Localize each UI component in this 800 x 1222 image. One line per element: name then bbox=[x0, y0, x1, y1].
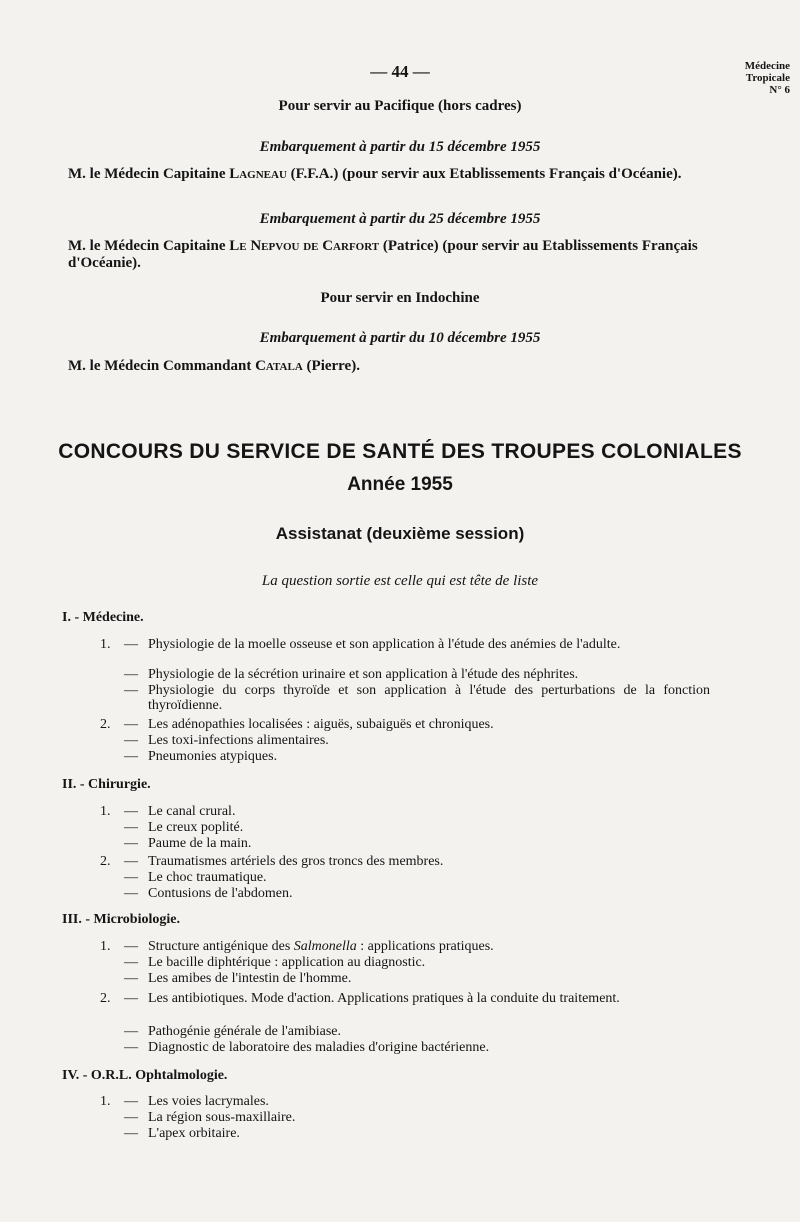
list-item bbox=[100, 733, 710, 748]
embarkation-line: Embarquement à partir du 25 décembre 1955 bbox=[259, 211, 541, 227]
item-number: 2. bbox=[100, 854, 111, 869]
item-text: Les adénopathies localisées : aiguës, subaiguës et chroniques. bbox=[148, 717, 494, 732]
list-item bbox=[100, 1024, 710, 1039]
item-text: Les amibes de l'intestin de l'homme. bbox=[148, 971, 352, 986]
entry-suffix: (Patrice) (pour servir au Etablissements Français d'Océanie). bbox=[68, 238, 698, 271]
pacifique-heading-rest: (hors cadres) bbox=[437, 98, 522, 114]
item-text: Le choc traumatique. bbox=[148, 870, 267, 885]
list-item bbox=[100, 667, 710, 682]
item-dash: — bbox=[124, 667, 138, 682]
entry-prefix: M. le Médecin Capitaine bbox=[68, 238, 226, 254]
item-number: 2. bbox=[100, 991, 111, 1006]
journal-line: N° 6 bbox=[769, 84, 790, 96]
item-dash: — bbox=[124, 1110, 138, 1125]
item-dash: — bbox=[124, 1024, 138, 1039]
item-text: L'apex orbitaire. bbox=[148, 1126, 240, 1141]
list-item bbox=[100, 1094, 710, 1109]
assignment-entry bbox=[68, 358, 736, 375]
page-number: — 44 — bbox=[370, 62, 430, 81]
list-item bbox=[100, 836, 710, 851]
journal-label bbox=[720, 60, 790, 96]
list-item bbox=[100, 886, 710, 901]
item-number: 1. bbox=[100, 939, 111, 954]
item-text: Paume de la main. bbox=[148, 836, 252, 851]
embarkation-line: Embarquement à partir du 15 décembre 1955 bbox=[259, 139, 541, 155]
list-item bbox=[100, 955, 710, 970]
indochine-heading: Pour servir en Indochine bbox=[320, 290, 480, 306]
journal-line: Tropicale bbox=[745, 72, 790, 84]
item-text: Physiologie de la moelle osseuse et son application à l'étude des anémies de l'adulte. bbox=[148, 637, 621, 652]
item-dash: — bbox=[124, 804, 138, 819]
list-item bbox=[100, 971, 710, 986]
pacifique-heading bbox=[0, 98, 800, 115]
assignment-entry bbox=[68, 166, 736, 183]
entry-name: Le Nepvou de Carfort bbox=[229, 238, 380, 254]
section-title-chirurgie: II. - Chirurgie. bbox=[62, 777, 151, 792]
item-dash: — bbox=[124, 971, 138, 986]
item-text-part: : applications pratiques. bbox=[360, 939, 494, 954]
entry-name: Lagneau bbox=[229, 166, 287, 182]
entry-name: Catala bbox=[255, 358, 303, 374]
item-text: Le bacille diphtérique : application au diagnostic. bbox=[148, 955, 426, 970]
list-item bbox=[100, 1110, 710, 1125]
entry-prefix: M. le Médecin Capitaine bbox=[68, 166, 226, 182]
section-title-microbiologie: III. - Microbiologie. bbox=[62, 912, 180, 927]
item-text: Diagnostic de laboratoire des maladies d'origine bactérienne. bbox=[148, 1040, 490, 1055]
entry-suffix: (F.F.A.) (pour servir aux Etablissements Français d'Océanie). bbox=[290, 166, 682, 182]
item-number: 2. bbox=[100, 717, 111, 732]
list-item bbox=[100, 717, 710, 732]
section-title-medecine: I. - Médecine. bbox=[62, 610, 144, 625]
item-dash: — bbox=[124, 1094, 138, 1109]
list-item bbox=[100, 749, 710, 764]
list-item bbox=[100, 1040, 710, 1055]
list-item bbox=[100, 637, 710, 652]
item-text: La région sous-maxillaire. bbox=[148, 1110, 296, 1125]
item-number: 1. bbox=[100, 637, 111, 652]
item-dash: — bbox=[124, 683, 138, 698]
item-dash: — bbox=[124, 955, 138, 970]
list-item bbox=[100, 820, 710, 835]
item-number: 1. bbox=[100, 1094, 111, 1109]
concours-note: La question sortie est celle qui est tête de liste bbox=[261, 573, 539, 589]
embarkation-line: Embarquement à partir du 10 décembre 1955 bbox=[259, 330, 541, 346]
item-text: Pneumonies atypiques. bbox=[148, 749, 278, 764]
item-text: Pathogénie générale de l'amibiase. bbox=[148, 1024, 341, 1039]
concours-year: Année 1955 bbox=[347, 474, 453, 495]
item-dash: — bbox=[124, 733, 138, 748]
item-dash: — bbox=[124, 1040, 138, 1055]
item-dash: — bbox=[124, 637, 138, 652]
item-text: Contusions de l'abdomen. bbox=[148, 886, 293, 901]
list-item bbox=[100, 1126, 710, 1141]
item-text: Physiologie du corps thyroïde et son application à l'étude des perturbations de la fonction thyroïdienne. bbox=[148, 683, 710, 713]
item-text: Les antibiotiques. Mode d'action. Applications pratiques à la conduite du traitement. bbox=[148, 991, 620, 1006]
item-number: 1. bbox=[100, 804, 111, 819]
item-dash: — bbox=[124, 854, 138, 869]
item-dash: — bbox=[124, 836, 138, 851]
item-dash: — bbox=[124, 1126, 138, 1141]
list-item bbox=[100, 991, 710, 1006]
item-text: Traumatismes artériels des gros troncs des membres. bbox=[148, 854, 444, 869]
entry-suffix: (Pierre). bbox=[306, 358, 360, 374]
concours-subtitle: Assistanat (deuxième session) bbox=[275, 524, 525, 543]
item-text-emphasis: Salmonella bbox=[293, 939, 357, 954]
assignment-entry bbox=[68, 238, 736, 272]
list-item bbox=[100, 870, 710, 885]
item-dash: — bbox=[124, 717, 138, 732]
item-text bbox=[148, 939, 710, 954]
pacifique-heading-bold: Pour servir au Pacifique bbox=[278, 98, 435, 114]
item-text-part: Structure antigénique des bbox=[148, 939, 291, 954]
list-item bbox=[100, 854, 710, 869]
item-text: Le creux poplité. bbox=[148, 820, 244, 835]
concours-title: CONCOURS DU SERVICE DE SANTÉ DES TROUPES COLONIALES bbox=[58, 440, 742, 463]
item-dash: — bbox=[124, 939, 138, 954]
list-item bbox=[100, 683, 710, 713]
entry-prefix: M. le Médecin Commandant bbox=[68, 358, 252, 374]
item-dash: — bbox=[124, 749, 138, 764]
item-text: Physiologie de la sécrétion urinaire et son application à l'étude des néphrites. bbox=[148, 667, 579, 682]
item-text: Le canal crural. bbox=[148, 804, 236, 819]
section-title-orl: IV. - O.R.L. Ophtalmologie. bbox=[62, 1068, 228, 1083]
item-dash: — bbox=[124, 886, 138, 901]
journal-line: Médecine bbox=[744, 60, 790, 72]
list-item bbox=[100, 804, 710, 819]
item-dash: — bbox=[124, 991, 138, 1006]
item-dash: — bbox=[124, 820, 138, 835]
item-text: Les voies lacrymales. bbox=[148, 1094, 269, 1109]
item-text: Les toxi-infections alimentaires. bbox=[148, 733, 329, 748]
list-item bbox=[100, 939, 710, 954]
item-dash: — bbox=[124, 870, 138, 885]
